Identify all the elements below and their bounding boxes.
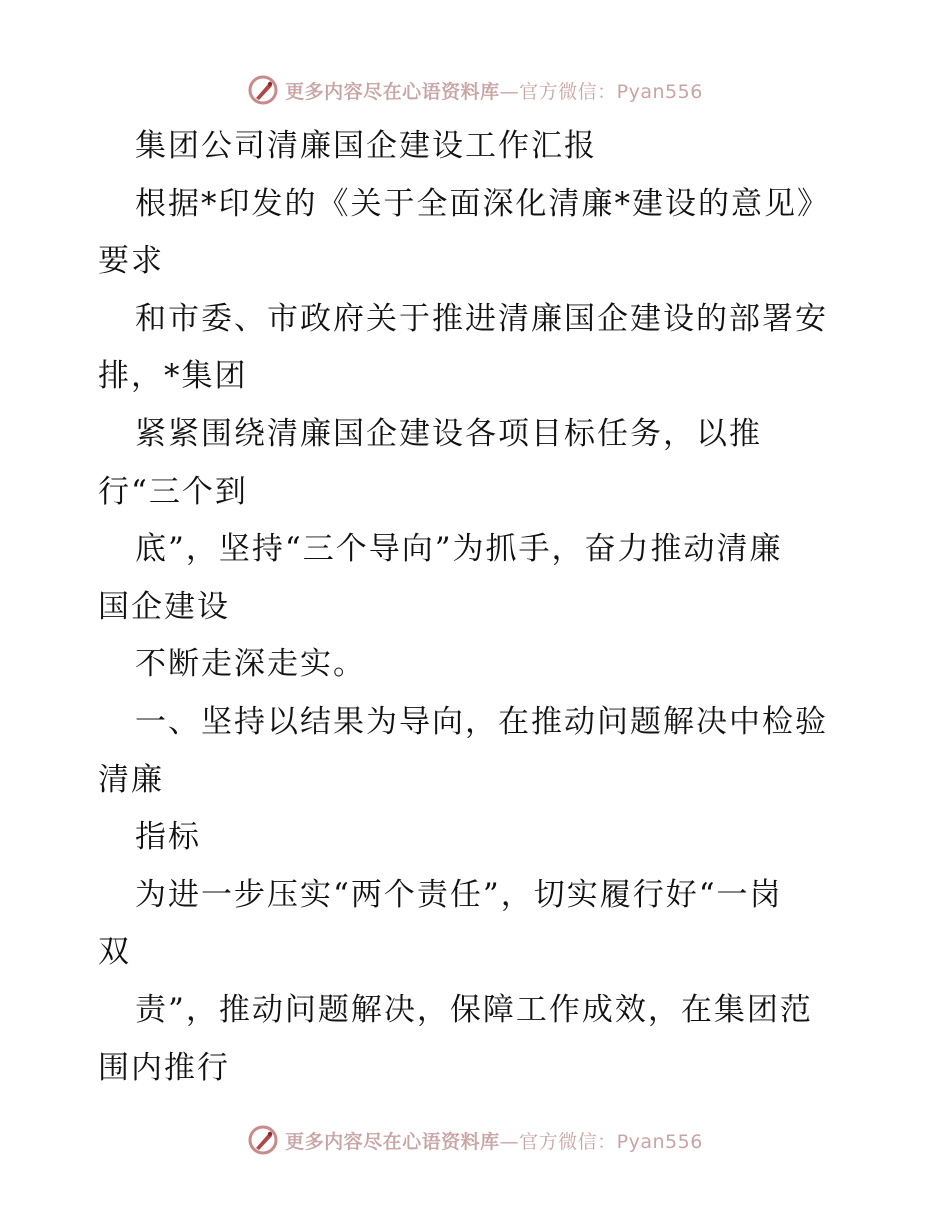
doc-line: 底”，坚持“三个导向”为抓手，奋力推动清廉 — [135, 531, 783, 568]
doc-line: 国企建设 — [98, 588, 230, 625]
watermark-text: 更多内容尽在心语资料库—官方微信：Pyan556 — [285, 1130, 703, 1153]
header-watermark — [0, 70, 950, 110]
doc-line: 指标 — [135, 819, 201, 856]
document-body — [98, 118, 858, 1097]
doc-line: 要求 — [98, 243, 164, 280]
doc-line: 围内推行 — [98, 1049, 230, 1086]
footer-watermark — [0, 1120, 950, 1160]
watermark-text: 更多内容尽在心语资料库—官方微信：Pyan556 — [285, 80, 703, 103]
doc-line: 双 — [98, 934, 131, 971]
doc-line: 紧紧围绕清廉国企建设各项目标任务，以推 — [135, 415, 762, 452]
doc-line: 行“三个到 — [98, 473, 248, 510]
doc-line: 集团公司清廉国企建设工作汇报 — [135, 128, 597, 164]
doc-line: 一、坚持以结果为导向，在推动问题解决中检验 — [135, 703, 828, 740]
doc-line: 清廉 — [98, 761, 164, 798]
pen-logo-icon — [247, 74, 279, 106]
doc-line: 为进一步压实“两个责任”，切实履行好“一岗 — [135, 876, 783, 913]
doc-line: 排，*集团 — [98, 358, 248, 395]
doc-line: 根据*印发的《关于全面深化清廉*建设的意见》 — [135, 185, 830, 222]
doc-line: 和市委、市政府关于推进清廉国企建设的部署安 — [135, 300, 828, 337]
doc-line: 责”，推动问题解决，保障工作成效，在集团范 — [135, 991, 813, 1028]
doc-line: 不断走深走实。 — [135, 646, 366, 683]
pen-logo-icon — [247, 1124, 279, 1156]
